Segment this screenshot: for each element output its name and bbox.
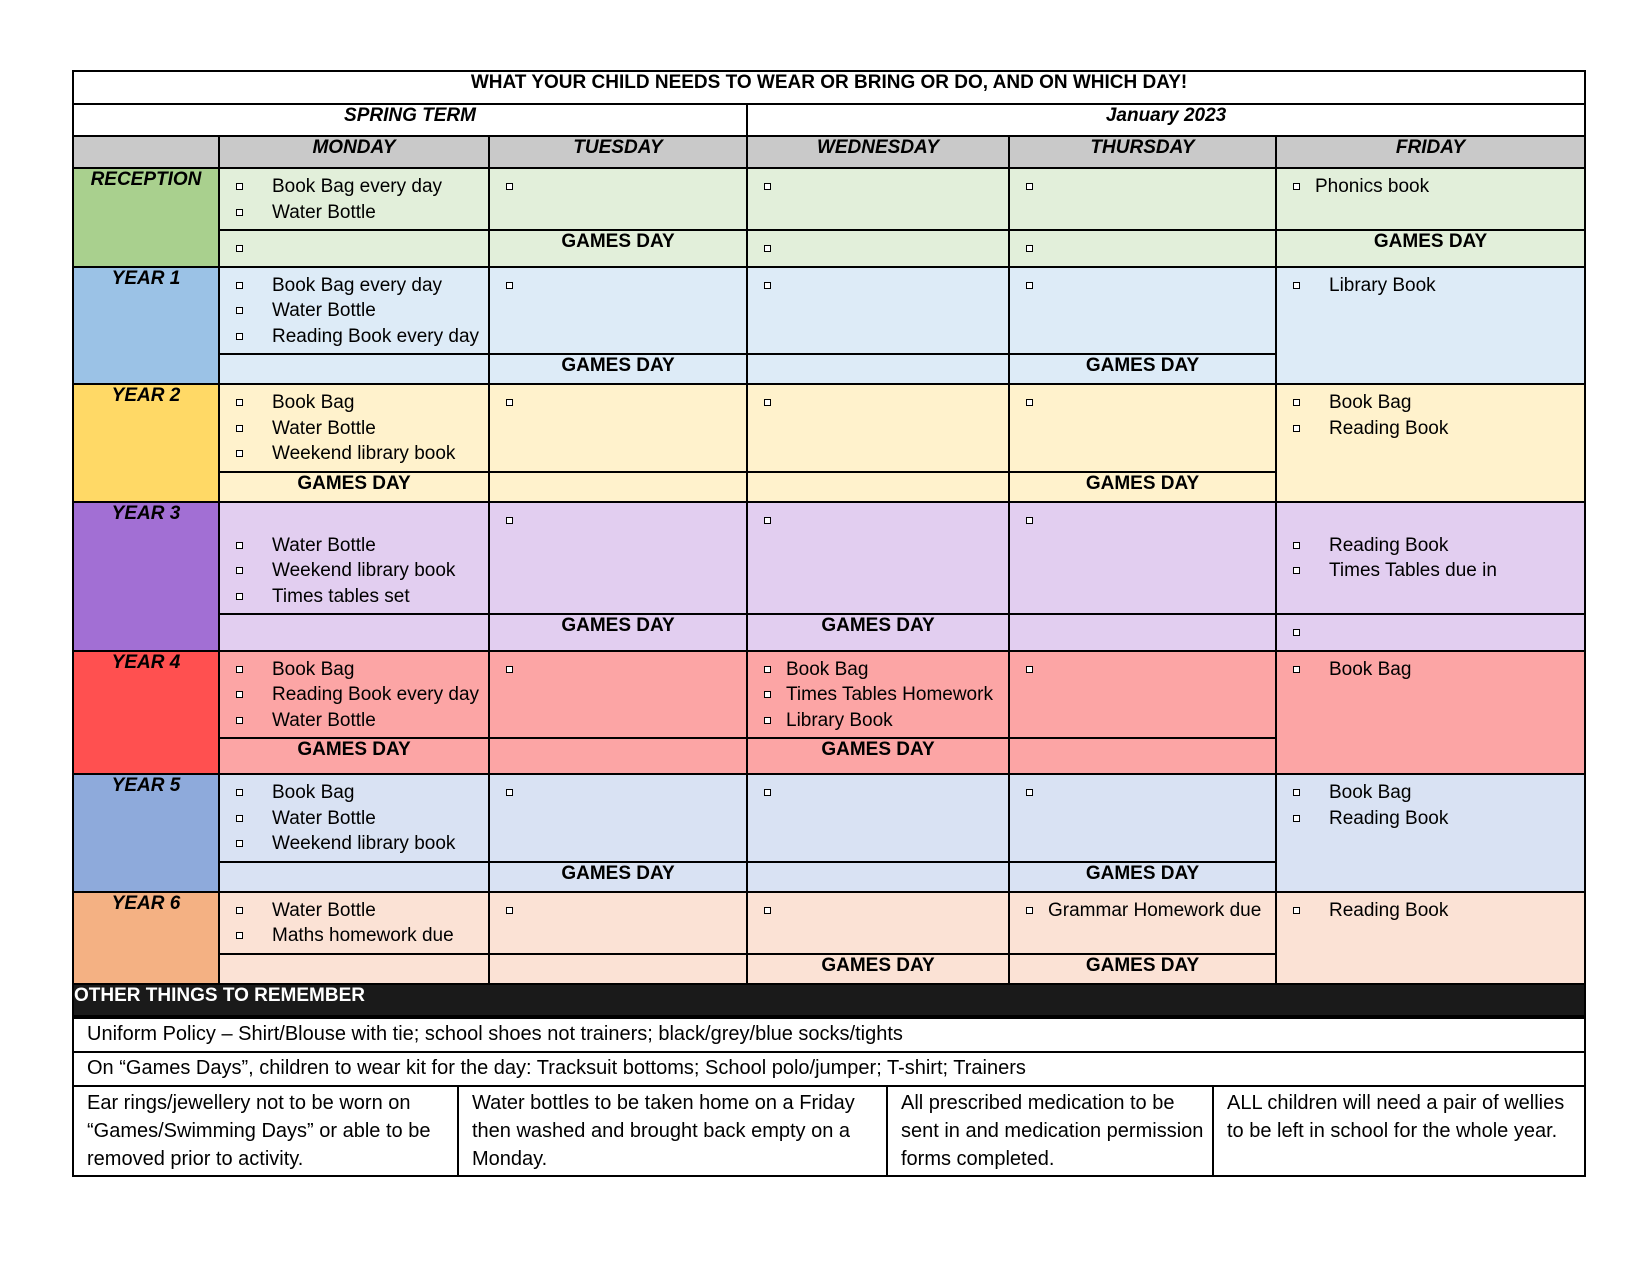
year4-thursday-extra	[1009, 738, 1276, 774]
list-item	[234, 236, 484, 262]
list-item	[234, 831, 484, 857]
year3-thursday-items	[1009, 502, 1276, 615]
reception-wednesday-items	[747, 168, 1009, 230]
list-item	[234, 923, 484, 949]
list-item	[762, 682, 1004, 708]
list-item	[504, 508, 742, 534]
year1-thursday-games: GAMES DAY	[1009, 354, 1276, 384]
year2-thursday-games: GAMES DAY	[1009, 472, 1276, 502]
list-item	[1024, 780, 1271, 806]
list-item	[504, 273, 742, 299]
list-item	[234, 533, 484, 559]
bullet-box-icon	[236, 542, 243, 549]
day-header-monday: MONDAY	[219, 136, 489, 168]
bullet-box-icon	[1293, 183, 1300, 190]
item-text: Weekend library book	[272, 560, 456, 581]
item-text: Weekend library book	[272, 833, 456, 854]
year4-friday-items	[1276, 651, 1585, 775]
reception-wednesday-extra	[747, 230, 1009, 267]
item-text: Book Bag	[1329, 658, 1412, 680]
year5-wednesday-items	[747, 774, 1009, 862]
year5-wednesday-extra	[747, 862, 1009, 892]
list-item	[762, 657, 1004, 683]
bullet-box-icon	[236, 691, 243, 698]
bullet-box-icon	[764, 666, 771, 673]
list-item	[1024, 236, 1271, 262]
item-text: Water Bottle	[272, 201, 376, 223]
item-text: Weekend library book	[272, 443, 456, 464]
list-item	[1024, 273, 1271, 299]
year6-wednesday-items	[747, 892, 1009, 954]
corner-cell	[73, 136, 219, 168]
list-item	[234, 657, 484, 683]
bullet-box-icon	[506, 282, 513, 289]
bullet-box-icon	[1293, 425, 1300, 432]
list-item	[1291, 558, 1580, 584]
year3-friday-items	[1276, 502, 1585, 615]
list-item	[234, 324, 484, 350]
year1-tuesday-items	[489, 267, 747, 355]
list-item	[234, 390, 484, 416]
list-item	[234, 584, 484, 610]
list-item	[762, 898, 1004, 924]
reception-monday-extra	[219, 230, 489, 267]
year3-wednesday-items	[747, 502, 1009, 615]
jewellery-note: Ear rings/jewellery not to be worn on “Games/Swimming Days” or able to be removed prior to activity.	[73, 1086, 458, 1176]
year4-wednesday-games: GAMES DAY	[747, 738, 1009, 774]
year3-monday-items	[219, 502, 489, 615]
item-text: Grammar Homework due	[1048, 899, 1262, 921]
year-label-reception: RECEPTION	[73, 168, 219, 267]
year4-monday-items	[219, 651, 489, 739]
year2-tuesday-items	[489, 384, 747, 472]
bullet-box-icon	[1293, 567, 1300, 574]
year6-tuesday-extra	[489, 954, 747, 984]
bullet-box-icon	[236, 245, 243, 252]
list-item	[762, 236, 1004, 262]
list-item	[1291, 780, 1580, 806]
bullet-box-icon	[236, 183, 243, 190]
item-text: Library Book	[1329, 274, 1436, 296]
year5-thursday-items	[1009, 774, 1276, 862]
item-text: Book Bag	[786, 658, 869, 680]
day-header-wednesday: WEDNESDAY	[747, 136, 1009, 168]
bullet-box-icon	[236, 399, 243, 406]
list-item	[1291, 898, 1580, 924]
year6-thursday-items	[1009, 892, 1276, 954]
bullet-box-icon	[506, 183, 513, 190]
bullet-box-icon	[764, 691, 771, 698]
year3-monday-extra	[219, 614, 489, 651]
timetable-sheet	[72, 70, 1584, 1177]
list-item	[234, 898, 484, 924]
year2-tuesday-extra	[489, 472, 747, 502]
item-text: Book Bag every day	[272, 176, 443, 197]
list-item	[762, 508, 1004, 534]
bullet-box-icon	[1293, 399, 1300, 406]
item-text: Book Bag	[272, 782, 355, 803]
bullet-box-icon	[764, 907, 771, 914]
uniform-policy-note: Uniform Policy – Shirt/Blouse with tie; school shoes not trainers; black/grey/blue socks/tights	[73, 1018, 1585, 1052]
list-item	[504, 390, 742, 416]
year6-friday-items	[1276, 892, 1585, 984]
year5-tuesday-games: GAMES DAY	[489, 862, 747, 892]
year2-monday-games: GAMES DAY	[219, 472, 489, 502]
item-text: Reading Book	[1329, 899, 1449, 921]
year3-tuesday-games: GAMES DAY	[489, 614, 747, 651]
month-label: January 2023	[747, 104, 1585, 136]
list-item	[234, 441, 484, 467]
item-text: Reading Book	[1329, 417, 1449, 439]
bullet-box-icon	[1026, 789, 1033, 796]
reception-monday-items	[219, 168, 489, 230]
list-item	[234, 174, 484, 200]
item-text: Water Bottle	[272, 709, 376, 731]
list-item	[234, 273, 484, 299]
reminders-table	[72, 1017, 1586, 1177]
list-item	[504, 780, 742, 806]
year-label-year4: YEAR 4	[73, 651, 219, 775]
year3-tuesday-items	[489, 502, 747, 615]
reception-thursday-extra	[1009, 230, 1276, 267]
item-text: Times Tables due in	[1329, 560, 1497, 581]
year-label-year2: YEAR 2	[73, 384, 219, 502]
year6-monday-items	[219, 892, 489, 954]
year1-friday-items	[1276, 267, 1585, 385]
year-label-year1: YEAR 1	[73, 267, 219, 385]
list-item	[762, 708, 1004, 734]
year6-wednesday-games: GAMES DAY	[747, 954, 1009, 984]
year2-wednesday-items	[747, 384, 1009, 472]
list-item	[234, 806, 484, 832]
other-things-heading: OTHER THINGS TO REMEMBER	[73, 984, 1585, 1016]
bullet-box-icon	[236, 789, 243, 796]
bullet-box-icon	[1026, 282, 1033, 289]
item-text: Book Bag	[272, 658, 355, 680]
bullet-box-icon	[506, 517, 513, 524]
list-item	[234, 682, 484, 708]
item-text: Maths homework due	[272, 925, 454, 946]
bullet-box-icon	[236, 907, 243, 914]
bullet-box-icon	[506, 666, 513, 673]
list-item	[234, 780, 484, 806]
year6-tuesday-items	[489, 892, 747, 954]
year4-thursday-items	[1009, 651, 1276, 739]
year5-monday-items	[219, 774, 489, 862]
item-text: Book Bag	[272, 392, 355, 413]
item-text: Reading Book every day	[272, 325, 480, 347]
bullet-box-icon	[236, 717, 243, 724]
item-text: Reading Book	[1329, 534, 1449, 556]
list-item	[234, 200, 484, 226]
bullet-box-icon	[764, 282, 771, 289]
medication-note: All prescribed medication to be sent in and medication permission forms completed.	[887, 1086, 1213, 1176]
bullet-box-icon	[764, 399, 771, 406]
list-item	[1291, 533, 1580, 559]
bullet-box-icon	[236, 282, 243, 289]
year1-thursday-items	[1009, 267, 1276, 355]
bullet-box-icon	[236, 425, 243, 432]
item-text: Reading Book	[1329, 807, 1449, 829]
year1-wednesday-items	[747, 267, 1009, 355]
wellies-note: ALL children will need a pair of wellies to be left in school for the whole year.	[1213, 1086, 1585, 1176]
item-text: Water Bottle	[272, 417, 376, 439]
bullet-box-icon	[236, 666, 243, 673]
bullet-box-icon	[236, 593, 243, 600]
item-text: Library Book	[786, 709, 893, 731]
term-label: SPRING TERM	[73, 104, 747, 136]
list-item	[234, 298, 484, 324]
list-item	[1291, 806, 1580, 832]
bullet-box-icon	[1293, 815, 1300, 822]
year2-monday-items	[219, 384, 489, 472]
list-item	[1024, 898, 1271, 924]
year1-monday-extra	[219, 354, 489, 384]
item-text: Book Bag every day	[272, 274, 443, 296]
list-item	[234, 708, 484, 734]
year-label-year5: YEAR 5	[73, 774, 219, 892]
bullet-box-icon	[764, 789, 771, 796]
bullet-box-icon	[764, 717, 771, 724]
year2-thursday-items	[1009, 384, 1276, 472]
bullet-box-icon	[506, 789, 513, 796]
weekly-timetable	[72, 70, 1586, 1017]
bullet-box-icon	[1293, 542, 1300, 549]
bullet-box-icon	[764, 183, 771, 190]
list-item	[1291, 657, 1580, 683]
list-item	[762, 273, 1004, 299]
year-label-year6: YEAR 6	[73, 892, 219, 984]
year5-friday-items	[1276, 774, 1585, 892]
bullet-box-icon	[1026, 907, 1033, 914]
year6-thursday-games: GAMES DAY	[1009, 954, 1276, 984]
item-text: Phonics book	[1315, 176, 1430, 197]
bullet-box-icon	[236, 333, 243, 340]
day-header-friday: FRIDAY	[1276, 136, 1585, 168]
year3-friday-extra	[1276, 614, 1585, 651]
year1-monday-items	[219, 267, 489, 355]
item-text: Water Bottle	[272, 807, 376, 829]
bullet-box-icon	[1026, 666, 1033, 673]
item-text: Times Tables Homework	[786, 684, 993, 705]
year3-wednesday-games: GAMES DAY	[747, 614, 1009, 651]
reception-tuesday-games: GAMES DAY	[489, 230, 747, 267]
year4-tuesday-items	[489, 651, 747, 739]
bullet-box-icon	[1293, 629, 1300, 636]
item-text: Water Bottle	[272, 300, 376, 321]
list-item	[762, 174, 1004, 200]
list-item	[1291, 174, 1580, 200]
bullet-box-icon	[506, 399, 513, 406]
bullet-box-icon	[236, 815, 243, 822]
year1-tuesday-games: GAMES DAY	[489, 354, 747, 384]
list-item	[1024, 657, 1271, 683]
bullet-box-icon	[1026, 183, 1033, 190]
list-item	[504, 898, 742, 924]
reception-friday-items	[1276, 168, 1585, 230]
list-item	[234, 558, 484, 584]
list-item	[1024, 390, 1271, 416]
bullet-box-icon	[236, 567, 243, 574]
list-item	[1024, 508, 1271, 534]
list-item	[504, 174, 742, 200]
year-label-year3: YEAR 3	[73, 502, 219, 651]
bullet-box-icon	[1026, 399, 1033, 406]
bullet-box-icon	[1026, 245, 1033, 252]
bullet-box-icon	[1293, 666, 1300, 673]
bullet-box-icon	[1293, 907, 1300, 914]
bullet-box-icon	[236, 450, 243, 457]
bullet-box-icon	[764, 245, 771, 252]
list-item	[762, 780, 1004, 806]
list-item	[1291, 620, 1580, 646]
year4-monday-games: GAMES DAY	[219, 738, 489, 774]
bullet-box-icon	[236, 932, 243, 939]
reception-thursday-items	[1009, 168, 1276, 230]
day-header-tuesday: TUESDAY	[489, 136, 747, 168]
list-item	[1291, 273, 1580, 299]
item-text: Reading Book every day	[272, 684, 480, 705]
year1-wednesday-extra	[747, 354, 1009, 384]
year4-wednesday-items	[747, 651, 1009, 739]
reception-friday-games: GAMES DAY	[1276, 230, 1585, 267]
bullet-box-icon	[1293, 282, 1300, 289]
bullet-box-icon	[236, 307, 243, 314]
reception-tuesday-items	[489, 168, 747, 230]
year2-wednesday-extra	[747, 472, 1009, 502]
year5-tuesday-items	[489, 774, 747, 862]
list-item	[1291, 416, 1580, 442]
item-text: Book Bag	[1329, 782, 1412, 803]
bullet-box-icon	[1026, 517, 1033, 524]
bullet-box-icon	[764, 517, 771, 524]
day-header-thursday: THURSDAY	[1009, 136, 1276, 168]
list-item	[234, 416, 484, 442]
year5-monday-extra	[219, 862, 489, 892]
item-text: Times tables set	[272, 585, 410, 607]
year4-tuesday-extra	[489, 738, 747, 774]
item-text: Water Bottle	[272, 899, 376, 921]
bullet-box-icon	[236, 840, 243, 847]
year2-friday-items	[1276, 384, 1585, 502]
bullet-box-icon	[236, 209, 243, 216]
list-item	[1024, 174, 1271, 200]
list-item	[762, 390, 1004, 416]
games-kit-note: On “Games Days”, children to wear kit for the day: Tracksuit bottoms; School polo/jumper; T-shirt; Trainers	[73, 1052, 1585, 1086]
bullet-box-icon	[506, 907, 513, 914]
list-item	[1291, 390, 1580, 416]
item-text: Water Bottle	[272, 534, 376, 556]
page-title: WHAT YOUR CHILD NEEDS TO WEAR OR BRING OR DO, AND ON WHICH DAY!	[73, 71, 1585, 104]
bullet-box-icon	[1293, 789, 1300, 796]
item-text: Book Bag	[1329, 392, 1412, 413]
year6-monday-extra	[219, 954, 489, 984]
list-item	[504, 657, 742, 683]
water-bottle-note: Water bottles to be taken home on a Friday then washed and brought back empty on a Monday.	[458, 1086, 887, 1176]
year3-thursday-extra	[1009, 614, 1276, 651]
year5-thursday-games: GAMES DAY	[1009, 862, 1276, 892]
